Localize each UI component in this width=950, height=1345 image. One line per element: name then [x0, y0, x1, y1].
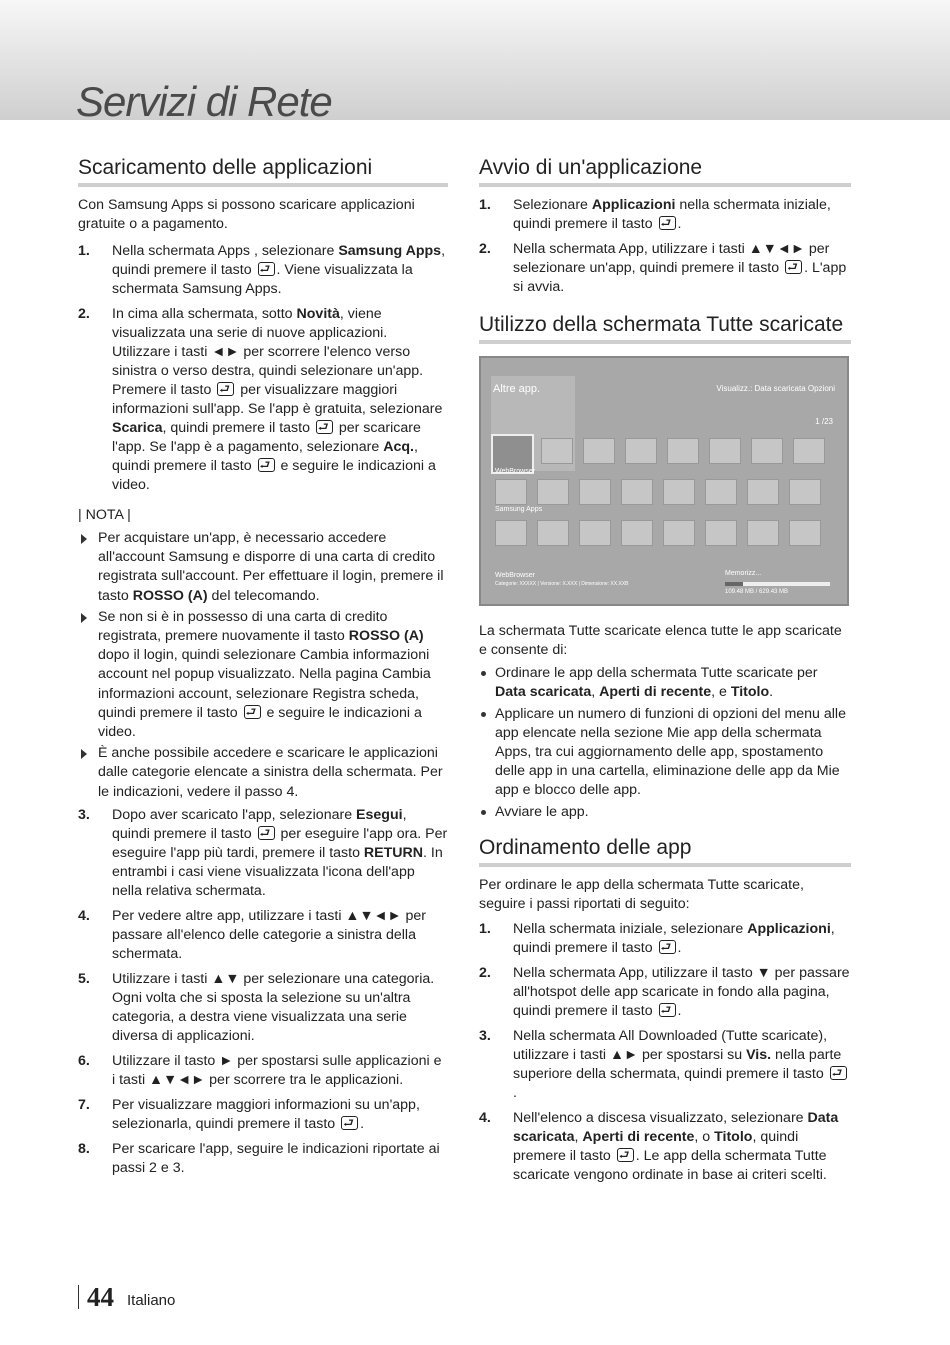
paragraph: Per ordinare le app della schermata Tutte scaricate, seguire i passi riportati di seguito:: [479, 877, 804, 912]
app-tile: [789, 479, 821, 505]
app-tile: [625, 438, 657, 464]
list-item: 1. Nella schermata iniziale, selezionare Applicazioni, quindi premere il tasto ⮐.: [479, 920, 851, 958]
right-column: [479, 156, 851, 1191]
steps-list: [479, 920, 851, 1185]
app-tile: [663, 520, 695, 546]
list-item: Avviare le app.: [479, 803, 851, 822]
app-tile: [583, 438, 615, 464]
steps-list: [78, 242, 448, 495]
memory-bar: [725, 582, 830, 586]
screen-toolbar: Visualizz.: Data scaricata Opzioni: [716, 384, 835, 393]
language-label: Italiano: [127, 1292, 176, 1309]
steps-list: [479, 196, 851, 297]
enter-icon: [258, 262, 275, 276]
list-item: Applicare un numero di funzioni di opzioni del menu alle app elencate nella sezione Mie app della schermata Apps, tra cui aggiornamento delle app, spostamento delle app in una cartella, eliminazione delle app da Mie app e blocco delle app.: [479, 705, 851, 800]
list-item: Se non si è in possesso di una carta di credito registrata, premere nuovamente il tasto ROSSO (A) dopo il login, quindi selezionare Cambia informazioni account nel popup visualizzato. Nella pagina Cambia informazioni account, selezionare Registra scheda, quindi premere il tasto ⮐ e seguire le indicazioni a video.: [78, 608, 448, 742]
list-item: 4. Per vedere altre app, utilizzare i tasti ▲▼◄► per passare all'elenco delle categorie a sinistra della schermata.: [78, 907, 427, 962]
enter-icon: [258, 826, 275, 840]
enter-icon: [785, 260, 802, 274]
app-tile: [495, 479, 527, 505]
app-tile: [621, 479, 653, 505]
list-item: 4. Nell'elenco a discesa visualizzato, selezionare Data scaricata, Aperti di recente, o Titolo, quindi premere il tasto ⮐. Le app della schermata Tutte scaricate vengono ordinate in base ai criteri scelti.: [479, 1109, 851, 1185]
list-item: 7. Per visualizzare maggiori informazioni su un'app, selezionarla, quindi premere il tasto ⮐.: [78, 1096, 448, 1134]
memory-value: 109.48 MB / 629.43 MB: [725, 589, 789, 595]
app-tile: [621, 520, 653, 546]
steps-list-continued: [78, 806, 448, 1178]
enter-icon: [217, 382, 234, 396]
notes-list: [78, 529, 448, 802]
app-details: Categorie: XXXXX | Versione: X.XXX | Dimensione: XX.XXB: [495, 581, 629, 587]
enter-icon: [341, 1116, 358, 1130]
section-heading: Scaricamento delle applicazioni: [78, 156, 448, 187]
page-number: 44: [87, 1282, 114, 1312]
app-tile: [495, 520, 527, 546]
section-heading: Avvio di un'applicazione: [479, 156, 851, 187]
note-label: | NOTA |: [78, 507, 131, 523]
app-tile: [663, 479, 695, 505]
list-item: 8. Per scaricare l'app, seguire le indicazioni riportate ai passi 2 e 3.: [78, 1140, 440, 1176]
list-item: 2. In cima alla schermata, sotto Novità, viene visualizzata una serie di nuove applicazioni. Utilizzare i tasti ◄► per scorrere l'elenco verso sinistra o verso destra, quindi selezionare un'app. Premere il tasto ⮐ per visualizzare maggiori informazioni sull'app. Se l'app è gratuita, selezionare Scarica, quindi premere il tasto ⮐ per scaricare l'app. Se l'app è a pagamento, selezionare Acq., quindi premere il tasto ⮐ e seguire le indicazioni a video.: [78, 305, 448, 495]
enter-icon: [244, 705, 261, 719]
list-item: 1. Nella schermata Apps , selezionare Samsung Apps, quindi premere il tasto ⮐. Viene visualizzata la schermata Samsung Apps.: [78, 242, 448, 299]
app-tile: [793, 438, 825, 464]
enter-icon: [258, 458, 275, 472]
arrow-icon: [81, 749, 87, 759]
enter-icon: [659, 1003, 676, 1017]
tv-screenshot: [479, 356, 849, 606]
footer-divider: [78, 1285, 79, 1309]
left-column: [78, 156, 448, 1184]
header-banner: [0, 0, 950, 125]
enter-icon: [659, 216, 676, 230]
list-item: 3. Dopo aver scaricato l'app, selezionare Esegui, quindi premere il tasto ⮐ per eseguire l'app ora. Per eseguire l'app più tardi, premere il tasto RETURN. In entrambi i casi viene visualizzata l'icona dell'app nella relativa schermata.: [78, 806, 448, 901]
bullet-list: [479, 664, 851, 822]
enter-icon: [659, 940, 676, 954]
app-tile: [667, 438, 699, 464]
app-tile: [579, 479, 611, 505]
app-tile: [579, 520, 611, 546]
app-tile: [705, 520, 737, 546]
enter-icon: [316, 420, 333, 434]
section-heading: Utilizzo della schermata Tutte scaricate: [479, 313, 851, 344]
arrow-icon: [81, 534, 87, 544]
list-item: È anche possibile accedere e scaricare le applicazioni dalle categorie elencate a sinistra della schermata. Per le indicazioni, vedere il passo 4.: [78, 744, 448, 802]
arrow-icon: [81, 613, 87, 623]
memory-bar-fill: [725, 582, 743, 586]
samsung-apps-label: Samsung Apps: [495, 506, 543, 513]
list-item: 5. Utilizzare i tasti ▲▼ per selezionare una categoria. Ogni volta che si sposta la selezione su un'altra categoria, a destra viene visualizzata una serie diversa di applicazioni.: [78, 970, 435, 1044]
app-tile: [747, 479, 779, 505]
app-tile: [789, 520, 821, 546]
list-item: 3. Nella schermata All Downloaded (Tutte scaricate), utilizzare i tasti ▲► per spostarsi su Vis. nella parte superiore della schermata, quindi premere il tasto ⮐.: [479, 1027, 851, 1103]
enter-icon: [830, 1066, 847, 1080]
list-item: Ordinare le app della schermata Tutte scaricate per Data scaricata, Aperti di recente, e Titolo.: [479, 664, 851, 702]
memory-label: Memorizz...: [725, 570, 762, 577]
selected-app-name: WebBrowser: [495, 572, 535, 579]
app-tile: [537, 479, 569, 505]
webbrowser-label: WebBrowser: [495, 468, 535, 475]
page-counter: 1 /23: [815, 417, 833, 426]
section-heading: Ordinamento delle app: [479, 836, 851, 867]
list-item: 1. Selezionare Applicazioni nella schermata iniziale, quindi premere il tasto ⮐.: [479, 196, 851, 234]
app-tile: [747, 520, 779, 546]
list-item: 2. Nella schermata App, utilizzare il tasto ▼ per passare all'hotspot delle app scaricate in fondo alla pagina, quindi premere il tasto ⮐.: [479, 964, 851, 1021]
enter-icon: [617, 1148, 634, 1162]
app-tile: [537, 520, 569, 546]
page-title: Servizi di Rete: [76, 78, 332, 125]
app-tile: [709, 438, 741, 464]
list-item: 6. Utilizzare il tasto ► per spostarsi sulle applicazioni e i tasti ▲▼◄► per scorrere tra le applicazioni.: [78, 1052, 442, 1088]
list-item: Per acquistare un'app, è necessario accedere all'account Samsung e disporre di una carta di credito registrata sull'account. Per effettuare il login, premere il tasto ROSSO (A) del telecomando.: [78, 529, 448, 606]
app-tile: [541, 438, 573, 464]
altre-app-label: Altre app.: [493, 383, 541, 395]
list-item: 2. Nella schermata App, utilizzare i tasti ▲▼◄► per selezionare un'app, quindi premere il tasto ⮐. L'app si avvia.: [479, 240, 851, 297]
paragraph: La schermata Tutte scaricate elenca tutte le app scaricate e consente di:: [479, 623, 842, 658]
intro-text: Con Samsung Apps si possono scaricare applicazioni gratuite o a pagamento.: [78, 197, 415, 232]
app-tile: [751, 438, 783, 464]
app-tile: [705, 479, 737, 505]
